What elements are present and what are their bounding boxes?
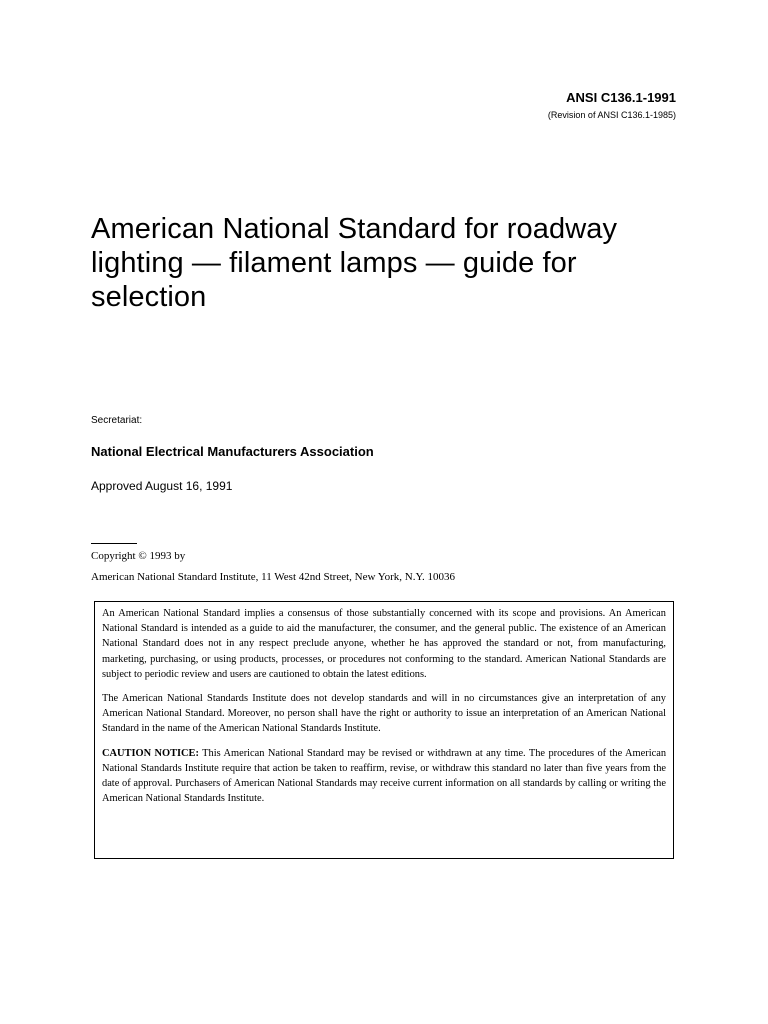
notice-paragraph-consensus: An American National Standard implies a consensus of those substantially concerned with its scope and provisions. An American National Standard is intended as a guide to aid the manufacturer, the consumer, and the general public. The existence of an American National Standard does not in any respect preclude anyone, whether he has approved the standard or not, from manufacturing, marketing, purchasing, or using products, processes, or procedures not conforming to the standard. American National Standards are subject to periodic review and users are cautioned to obtain the latest editions. [102,608,666,680]
document-title: American National Standard for roadway lighting — filament lamps — guide for selection [91,213,618,313]
caution-text: This American National Standard may be revised or withdrawn at any time. The procedures of the American National Standards Institute require that action be taken to reaffirm, revise, or withdraw this standard no later than five years from the date of approval. Purchasers of American National Standards may receive current information on all standards by calling or writing the American National Standards Institute. [102,747,667,805]
standard-number: ANSI C136.1-1991 [566,90,676,105]
secretariat-label: Secretariat: [91,415,143,426]
notice-box [94,601,674,859]
secretariat-name: National Electrical Manufacturers Association [91,444,374,459]
notice-paragraph-interpretation: The American National Standards Institute does not develop standards and will in no circumstances give an interpretation of any American National Standard. Moreover, no person shall have the right or authority to issue an interpretation of an American National Standard in the name of the American National Standards Institute. [102,693,666,735]
caution-label: CAUTION NOTICE: [102,747,199,759]
publisher-address: American National Standard Institute, 11 West 42nd Street, New York, N.Y. 10036 [91,571,456,583]
revision-note: (Revision of ANSI C136.1-1985) [547,110,676,120]
divider-rule [91,543,137,544]
notice-paragraph-caution [102,746,666,807]
approval-date: Approved August 16, 1991 [91,479,233,493]
copyright-line: Copyright © 1993 by [91,550,186,562]
